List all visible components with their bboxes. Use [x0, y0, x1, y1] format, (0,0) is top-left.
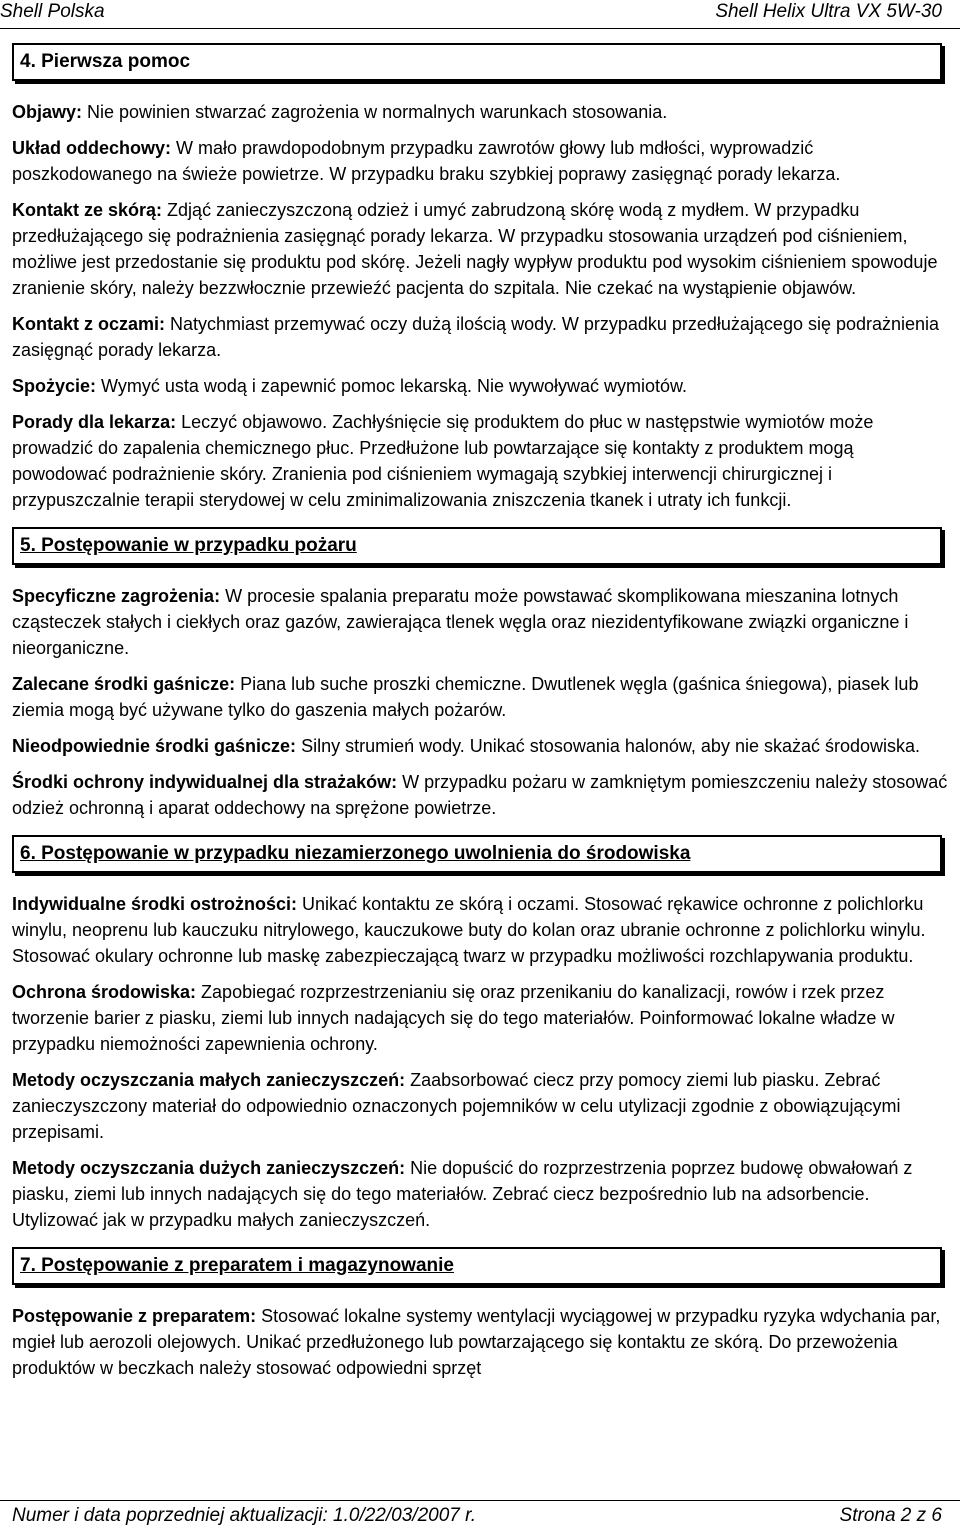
- paragraph: [12, 135, 950, 187]
- item-label: Metody oczyszczania małych zanieczyszczeń:: [12, 1070, 406, 1090]
- paragraph: [12, 769, 950, 821]
- paragraph: [12, 1067, 950, 1145]
- paragraph: [12, 311, 950, 363]
- item-label: Nieodpowiednie środki gaśnicze:: [12, 736, 297, 756]
- paragraph: [12, 891, 950, 969]
- item-text: W mało prawdopodobnym przypadku zawrotów głowy lub mdłości, wyprowadzić poszkodowanego na świeże powietrze. W przypadku braku szybkiej poprawy zasięgnąć porady lekarza.: [12, 138, 841, 184]
- paragraph: [12, 409, 950, 513]
- section-6-heading: [12, 835, 942, 873]
- item-label: Postępowanie z preparatem:: [12, 1306, 257, 1326]
- paragraph: [12, 1303, 950, 1381]
- item-label: Objawy:: [12, 102, 83, 122]
- document-body: [12, 43, 950, 1391]
- section-4-heading: [12, 43, 942, 81]
- paragraph: [12, 671, 950, 723]
- item-label: Metody oczyszczania dużych zanieczyszczeń:: [12, 1158, 406, 1178]
- item-label: Ochrona środowiska:: [12, 982, 197, 1002]
- item-text: Stosować lokalne systemy wentylacji wyciągowej w przypadku ryzyka wdychania par, mgieł lub aerozoli olejowych. Unikać przedłużonego lub powtarzającego się kontaktu ze skórą. Do przewożenia produktów w beczkach należy stosować odpowiedni sprzęt: [12, 1306, 941, 1378]
- item-label: Układ oddechowy:: [12, 138, 172, 158]
- footer-rule: [0, 1500, 960, 1501]
- item-text: Zaabsorbować ciecz przy pomocy ziemi lub piasku. Zebrać zanieczyszczony materiał do odpowiednio oznaczonych pojemników w celu utylizacji zgodnie z obowiązującymi przepisami.: [12, 1070, 901, 1142]
- item-label: Porady dla lekarza:: [12, 412, 177, 432]
- paragraph: [12, 733, 950, 759]
- item-label: Specyficzne zagrożenia:: [12, 586, 221, 606]
- item-text: W procesie spalania preparatu może powstawać skomplikowana mieszanina lotnych cząsteczek stałych i ciekłych oraz gazów, zawierająca tlenek węgla oraz niezidentyfikowane związki organiczne i nieorganiczne.: [12, 586, 909, 658]
- item-label: Kontakt z oczami:: [12, 314, 166, 334]
- paragraph: [12, 373, 950, 399]
- item-text: Wymyć usta wodą i zapewnić pomoc lekarską. Nie wywoływać wymiotów.: [96, 376, 688, 396]
- header-company: Shell Polska: [0, 1, 105, 22]
- footer-page-number: Strona 2 z 6: [839, 1505, 942, 1526]
- section-6-title: 6. Postępowanie w przypadku niezamierzonego uwolnienia do środowiska: [20, 843, 691, 864]
- item-label: Zalecane środki gaśnicze:: [12, 674, 236, 694]
- item-text: Nie powinien stwarzać zagrożenia w normalnych warunkach stosowania.: [82, 102, 668, 122]
- item-text: Natychmiast przemywać oczy dużą ilością wody. W przypadku przedłużającego się podrażnienia zasięgnąć porady lekarza.: [12, 314, 940, 360]
- item-text: Zdjąć zanieczyszczoną odzież i umyć zabrudzoną skórę wodą z mydłem. W przypadku przedłużającego się podrażnienia zasięgnąć porady lekarza. W przypadku stosowania urządzeń pod ciśnieniem, możliwe jest przedostanie się produktu pod skórę. Jeżeli nagły wypływ produktu pod wysokim ciśnieniem spowoduje zranienie skóry, należy bezzwłocznie przewieźć pacjenta do szpitala. Nie czekać na wystąpienie objawów.: [12, 200, 938, 298]
- item-label: Indywidualne środki ostrożności:: [12, 894, 298, 914]
- item-text: Zapobiegać rozprzestrzenianiu się oraz przenikaniu do kanalizacji, rowów i rzek przez tworzenie barier z piasku, ziemi lub innych nadających się do tego materiałów. Poinformować lokalne władze w przypadku niemożności zapewnienia ochrony.: [12, 982, 895, 1054]
- item-label: Kontakt ze skórą:: [12, 200, 163, 220]
- page-footer: [12, 1504, 942, 1528]
- paragraph: [12, 979, 950, 1057]
- header-rule: [0, 28, 960, 29]
- paragraph: [12, 99, 950, 125]
- section-5-title: 5. Postępowanie w przypadku pożaru: [20, 535, 357, 556]
- item-text: Nie dopuścić do rozprzestrzenia poprzez budowę obwałowań z piasku, ziemi lub innych nadających się do tego materiałów. Zebrać ciecz bezpośrednio lub na adsorbencie. Utylizować jak w przypadku małych zanieczyszczeń.: [12, 1158, 913, 1230]
- section-7-heading: [12, 1247, 942, 1285]
- section-4-title: 4. Pierwsza pomoc: [20, 51, 191, 72]
- item-text: Piana lub suche proszki chemiczne. Dwutlenek węgla (gaśnica śniegowa), piasek lub ziemia mogą być używane tylko do gaszenia małych pożarów.: [12, 674, 919, 720]
- section-5-heading: [12, 527, 942, 565]
- item-text: Silny strumień wody. Unikać stosowania halonów, aby nie skażać środowiska.: [296, 736, 921, 756]
- header-product: Shell Helix Ultra VX 5W-30: [715, 1, 942, 22]
- paragraph: [12, 1155, 950, 1233]
- item-text: W przypadku pożaru w zamkniętym pomieszczeniu należy stosować odzież ochronną i aparat oddechowy na sprężone powietrze.: [12, 772, 948, 818]
- item-label: Spożycie:: [12, 376, 97, 396]
- item-label: Środki ochrony indywidualnej dla strażaków:: [12, 772, 398, 792]
- footer-revision: Numer i data poprzedniej aktualizacji: 1.0/22/03/2007 r.: [12, 1505, 477, 1526]
- page-header: [0, 0, 960, 26]
- paragraph: [12, 197, 950, 301]
- paragraph: [12, 583, 950, 661]
- item-text: Unikać kontaktu ze skórą i oczami. Stosować rękawice ochronne z polichlorku winylu, neoprenu lub kauczuku nitrylowego, kauczukowe buty do kolan oraz ubranie ochronne z polichlorku winylu. Stosować okulary ochronne lub maskę zabezpieczającą twarz w przypadku możliwości rozchlapywania produktu.: [12, 894, 926, 966]
- item-text: Leczyć objawowo. Zachłyśnięcie się produktem do płuc w następstwie wymiotów może prowadzić do zapalenia chemicznego płuc. Przedłużone lub powtarzające się kontakty z produktem mogą powodować podrażnienie skóry. Zranienia pod ciśnieniem wymagają szybkiej interwencji chirurgicznej i przypuszczalnie terapii sterydowej w celu zminimalizowania zniszczenia tkanek i utraty ich funkcji.: [12, 412, 874, 510]
- section-7-title: 7. Postępowanie z preparatem i magazynowanie: [20, 1255, 454, 1276]
